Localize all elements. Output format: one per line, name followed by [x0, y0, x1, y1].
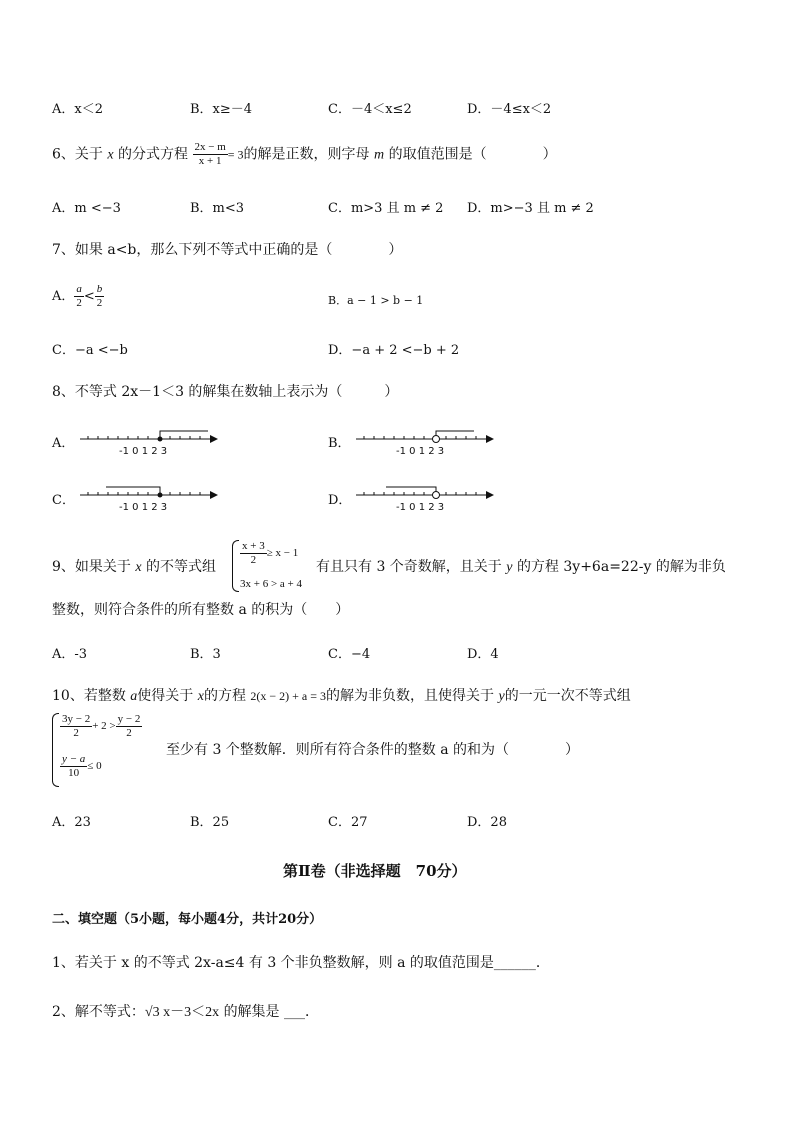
q8-option-b-label: B． [328, 436, 351, 451]
q7-option-a: A． $\frac{a}{2}$ < $\frac{b}{2}$ [52, 283, 103, 309]
q6-option-c: C．m>3 且 m ≠ 2 [328, 201, 444, 216]
q6-option-d: D．m>−3 且 m ≠ 2 [467, 201, 594, 216]
question-10-rest: 至少有 3 个整数解．则所有符合条件的整数 a 的和为（ ） [166, 742, 580, 758]
q8-option-a-numberline [78, 428, 220, 458]
q8-option-c-numberline [78, 484, 220, 514]
fill-question-2: 2、解不等式：√3 x－3＜2x 的解集是 ___． [52, 1004, 320, 1020]
q7-option-c: C．−a <−b [52, 343, 128, 358]
question-9-prefix: 9、如果关于 x 的不等式组 [52, 559, 217, 575]
q6-option-a: A．m <−3 [52, 201, 121, 216]
q10-system-line1: $\frac{3y - 2}{2}$ + 2 > $\frac{y - 2}{2}$ [62, 713, 141, 739]
section-2-title: 第Ⅱ卷（非选择题 70分） [283, 862, 467, 880]
q9-system-brace [232, 540, 239, 592]
q9-option-a: A．-3 [52, 647, 88, 662]
q9-system-line1: $\frac{x + 3}{2}$ ≥ x − 1 [242, 540, 299, 566]
q8-option-b-numberline [354, 428, 496, 458]
fill-question-1: 1、若关于 x 的不等式 2x-a≤4 有 3 个非负整数解，则 a 的取值范围是______． [52, 955, 550, 971]
q10-system-line2: $\frac{y - a}{10}$ ≤ 0 [62, 753, 102, 779]
q10-system-brace [52, 713, 59, 787]
q9-system-line2: 3x + 6 > a + 4 [240, 578, 302, 590]
q10-option-d: D．28 [467, 815, 507, 830]
q5-option-a: A．x＜2 [52, 102, 103, 117]
q6-fraction: $\frac{2x - m}{x + 1}$ [194, 141, 226, 167]
q7-option-b: B．a − 1 > b − 1 [328, 294, 424, 307]
q8-option-d-numberline [354, 484, 496, 514]
question-9-line2: 整数，则符合条件的所有整数 a 的积为（ ） [52, 602, 350, 618]
q8-b-ticks: -1 0 1 2 3 [396, 446, 445, 457]
q8-d-ticks: -1 0 1 2 3 [396, 502, 445, 513]
q9-option-b: B．3 [190, 647, 221, 662]
q5-option-d: D．－4≤x＜2 [467, 102, 552, 117]
question-7-stem: 7、如果 a<b，那么下列不等式中正确的是（ ） [52, 242, 403, 258]
question-9-rest: 有且只有 3 个奇数解，且关于 y 的方程 3y+6a=22-y 的解为非负 [316, 559, 726, 575]
q5-option-c: C．－4＜x≤2 [328, 102, 412, 117]
question-6-stem: 6、关于 x 的分式方程 $\frac{2x - m}{x + 1}$ = 3的解是正数，则字母 m 的取值范围是（ ） [52, 141, 557, 167]
q9-option-d: D．4 [467, 647, 499, 662]
fill-in-heading: 二、填空题（5小题，每小题4分，共计20分） [52, 912, 323, 927]
q8-c-ticks: -1 0 1 2 3 [119, 502, 168, 513]
q8-option-a-label: A． [52, 436, 75, 451]
question-10-line1: 10、若整数 a使得关于 x的方程 2(x − 2) + a = 3的解为非负数，且使得关于 y的一元一次不等式组 [52, 688, 631, 704]
q6-option-b: B．m<3 [190, 201, 245, 216]
question-8-stem: 8、不等式 2x－1＜3 的解集在数轴上表示为（ ） [52, 384, 399, 400]
q9-option-c: C．−4 [328, 647, 371, 662]
q8-a-ticks: -1 0 1 2 3 [119, 446, 168, 457]
q8-option-c-label: C． [52, 493, 75, 508]
q10-option-b: B．25 [190, 815, 230, 830]
q10-option-a: A．23 [52, 815, 91, 830]
q5-option-b: B．x≥－4 [190, 102, 253, 117]
q8-option-d-label: D． [328, 493, 352, 508]
q10-option-c: C．27 [328, 815, 368, 830]
q7-option-d: D．−a + 2 <−b + 2 [328, 343, 460, 358]
